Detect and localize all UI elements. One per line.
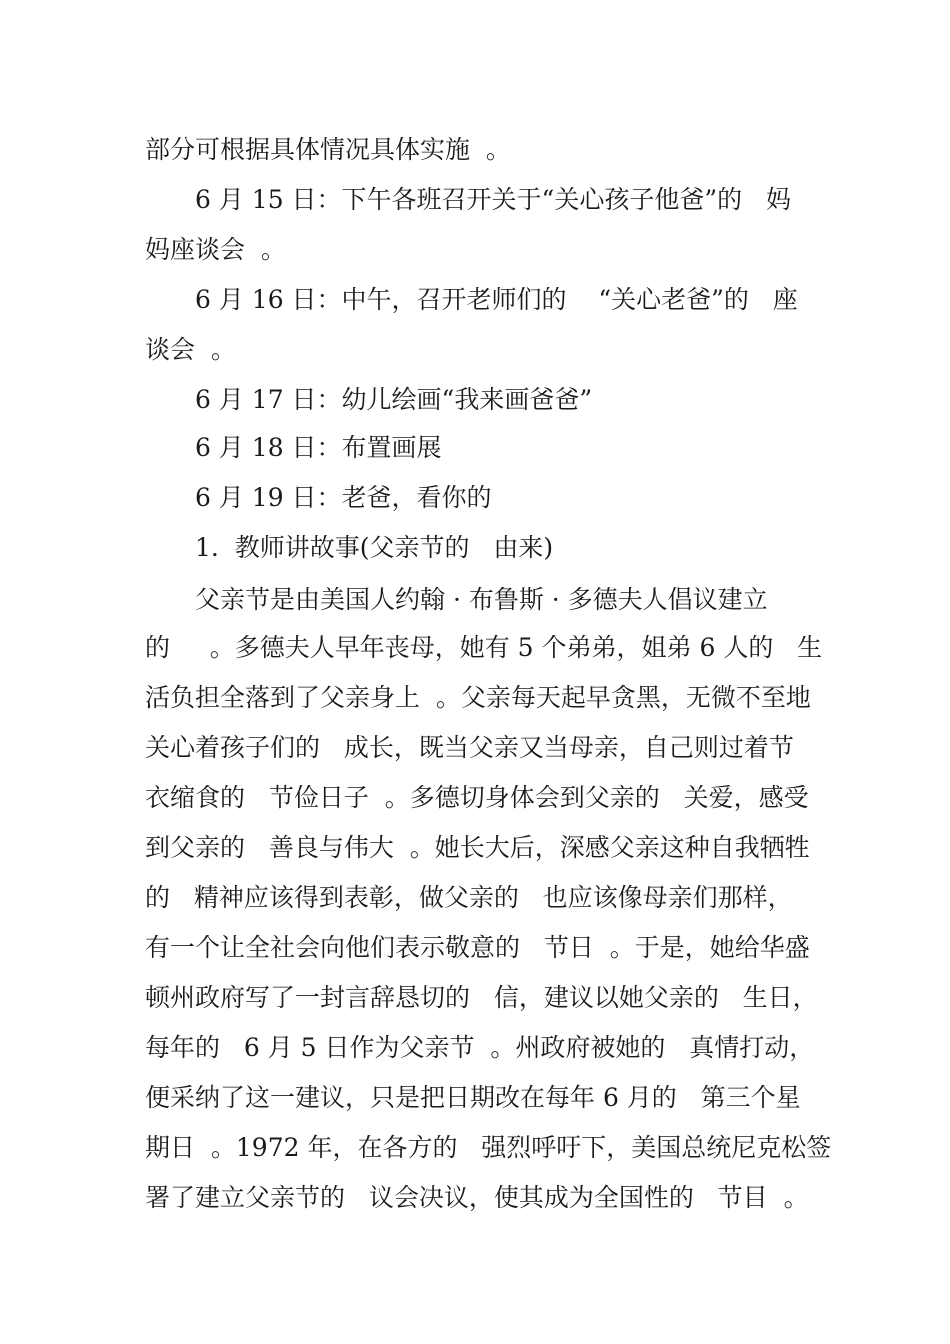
paragraph-line: 期日 。1972 年，在各方的 强烈呼吁下，美国总统尼克松签 <box>145 1133 832 1162</box>
paragraph-line: 到父亲的 善良与伟大 。她长大后，深感父亲这种自我牺牲 <box>145 833 810 862</box>
paragraph-line: 部分可根据具体情况具体实施 。 <box>145 135 511 164</box>
schedule-item-june-15: 6 月 15 日：下午各班召开关于“关心孩子他爸”的 妈 <box>195 185 791 214</box>
schedule-item-june-16: 6 月 16 日：中午，召开老师们的 “关心老爸”的 座 <box>195 285 798 314</box>
paragraph-line: 顿州政府写了一封言辞恳切的 信，建议以她父亲的 生日， <box>145 983 818 1012</box>
paragraph-line: 每年的 6 月 5 日作为父亲节 。州政府被她的 真情打动， <box>145 1033 815 1062</box>
numbered-item-1: 1. 教师讲故事(父亲节的 由来) <box>195 533 554 562</box>
paragraph-line: 谈会 。 <box>145 335 236 364</box>
paragraph-line: 父亲节是由美国人约翰 · 布鲁斯 · 多德夫人倡议建立 <box>195 585 768 614</box>
paragraph-line: 便采纳了这一建议，只是把日期改在每年 6 月的 第三个星 <box>145 1083 801 1112</box>
schedule-item-june-19: 6 月 19 日：老爸，看你的 <box>195 483 492 512</box>
paragraph-line: 妈座谈会 。 <box>145 235 286 264</box>
paragraph-line: 的 精神应该得到表彰，做父亲的 也应该像母亲们那样， <box>145 883 793 912</box>
paragraph-line: 署了建立父亲节的 议会决议，使其成为全国性的 节目 。 <box>145 1183 809 1212</box>
paragraph-line: 关心着孩子们的 成长，既当父亲又当母亲，自己则过着节 <box>145 733 794 762</box>
schedule-item-june-17: 6 月 17 日：幼儿绘画“我来画爸爸” <box>195 385 593 414</box>
paragraph-line: 的 。多德夫人早年丧母，她有 5 个弟弟，姐弟 6 人的 生 <box>145 633 823 662</box>
paragraph-line: 活负担全落到了父亲身上 。父亲每天起早贪黑，无微不至地 <box>145 683 811 712</box>
schedule-item-june-18: 6 月 18 日：布置画展 <box>195 433 442 462</box>
paragraph-line: 衣缩食的 节俭日子 。多德切身体会到父亲的 关爱，感受 <box>145 783 809 812</box>
paragraph-line: 有一个让全社会向他们表示敬意的 节日 。于是，她给华盛 <box>145 933 810 962</box>
